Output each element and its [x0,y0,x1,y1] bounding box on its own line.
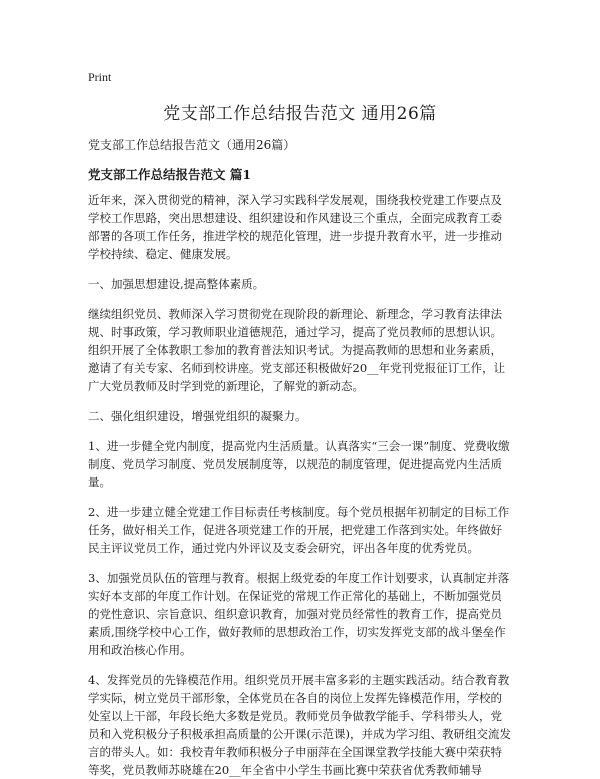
body-paragraph: 2、进一步建立健全党建工作目标责任考核制度。每个党员根据年初制定的目标工作任务，做好相关工作，促进各项党建工作的开展，把党建工作落到实处。年终做好民主评议党员工作，通过党内外评议及支委会研究，评出各年度的优秀党员。 [88,505,510,555]
document-subtitle: 党支部工作总结报告范文（通用26篇） [88,138,296,152]
body-paragraph: 4、发挥党员的先锋模范作用。组织党员开展丰富多彩的主题实践活动。结合教育教学实际，树立党员干部形象，全体党员在各自的岗位上发挥先锋模范作用，学校的处室以上干部，年段长绝大多数是党员。教师党员争做教学能手、学科带头人，党员和入党积极分子积极承担高质量的公开课(示范课)，并成为学习组、教研组交流发言的带头人。如：我校青年教师积极分子申丽萍在全国课堂教学技能大赛中荣获特等奖，党员教师苏晓雄在20__年全省中小学生书画比赛中荣获省优秀教师辅导 [88,673,511,777]
print-link[interactable]: Print [88,70,112,84]
body-paragraph: 3、加强党员队伍的管理与教育。根据上级党委的年度工作计划要求，认真制定并落实好本支部的年度工作计划。在保证党的常规工作正常化的基础上，不断加强党员的党性意识、宗旨意识、组织意识教育，加强对党员经常性的教育工作，提高党员素质,围绕学校中心工作，做好教师的思想政治工作，切实发挥党支部的战斗堡垒作用和政治核心作用。 [88,571,510,657]
body-paragraph: 1、进一步健全党内制度，提高党内生活质量。认真落实“三会一课”制度、党费收缴制度、党员学习制度、党员发展制度等，以规范的制度管理，促进提高党内生活质量。 [88,439,510,489]
body-heading-2: 二、强化组织建设，增强党组织的凝聚力。 [88,409,307,423]
body-paragraph-intro: 近年来，深入贯彻党的精神，深入学习实践科学发展观，围绕我校党建工作要点及学校工作思路，突出思想建设、组织建设和作风建设三个重点，全面完成教育工委部署的各项工作任务，推进学校的规范化管理，进一步提升教育水平，进一步推动学校持续、稳定、健康发展。 [88,193,502,261]
body-paragraph: 继续组织党员、教师深入学习贯彻党在现阶段的新理论、新理念，学习教育法律法规、时事政策，学习教师职业道德规范，通过学习，提高了党员教师的思想认识。组织开展了全体教职工参加的教育普法知识考试。为提高教师的思想和业务素质，邀请了有关专家、名师到校讲座。党支部还积极做好20__年党刊党报征订工作，让广大党员教师及时学到党的新理论，了解党的新动态。 [88,307,506,393]
page-title: 党支部工作总结报告范文 通用26篇 [163,104,437,124]
section-heading: 党支部工作总结报告范文 篇1 [88,167,252,182]
body-heading-1: 一、加强思想建设,提高整体素质。 [88,277,265,291]
